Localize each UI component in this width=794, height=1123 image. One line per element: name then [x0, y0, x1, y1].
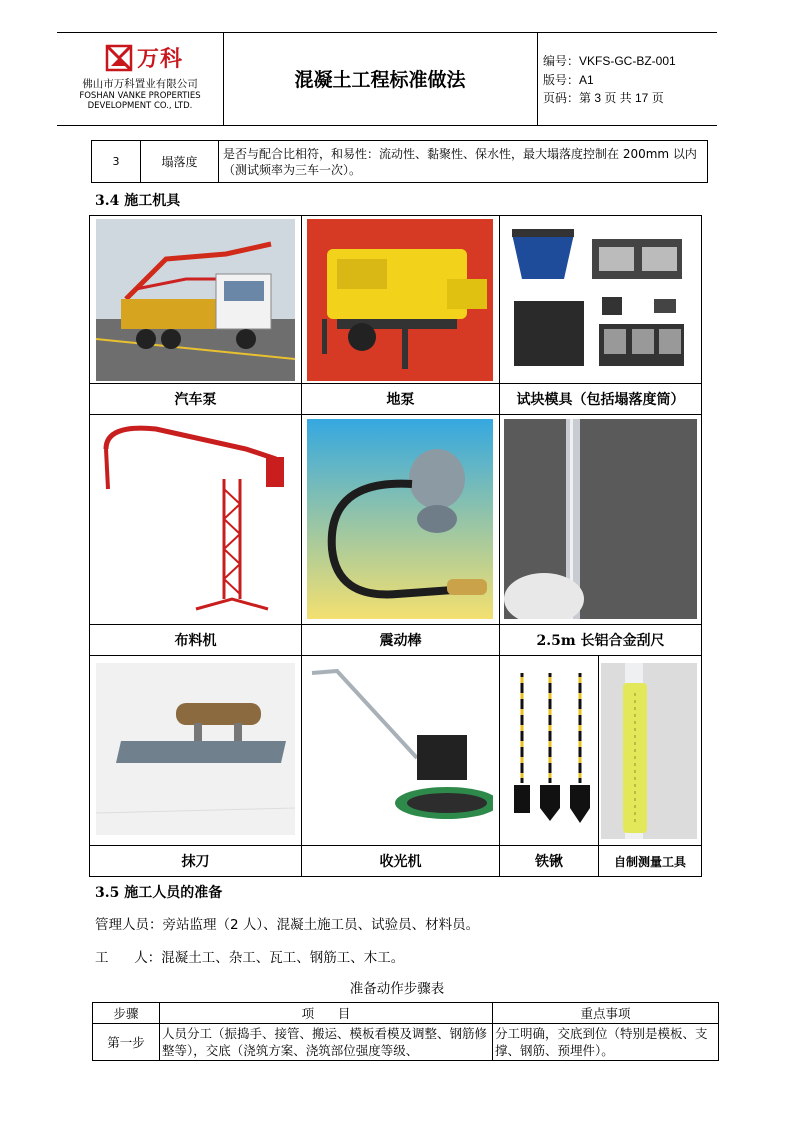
pump-truck-image: [96, 219, 295, 381]
table-row: [93, 1024, 719, 1061]
vanke-logo-icon: [105, 44, 133, 72]
label-scraper: 2.5m 长铝合金刮尺: [499, 624, 702, 656]
managers-text: 管理人员：旁站监理（2 人）、混凝土施工员、试验员、材料员。: [95, 917, 480, 933]
column-header: 重点事项: [493, 1003, 719, 1024]
ground-pump-image: [307, 219, 493, 381]
label-test-mold: 试块模具（包括塌落度筒）: [499, 383, 702, 415]
pump-truck-photo: [96, 219, 295, 381]
company-name-en: FOSHAN VANKE PROPERTIES DEVELOPMENT CO., LTD.: [79, 91, 201, 111]
steps-table: [92, 1002, 719, 1061]
slump-table: [91, 140, 708, 183]
table-row: [92, 141, 708, 183]
step-cell: 第一步: [93, 1024, 160, 1061]
doc-code: 编号：VKFS-GC-BZ-001: [543, 54, 676, 68]
company-logo: [57, 32, 223, 125]
measure-tool-image: [601, 663, 697, 839]
header-divider: [537, 32, 538, 125]
logo-wordmark: 万科: [137, 47, 184, 72]
grid-line: [598, 655, 599, 845]
test-mold-photo: [504, 219, 697, 381]
vibrator-photo: [307, 419, 493, 619]
label-shovel: 铁锹: [499, 845, 599, 877]
trowel-photo: [96, 663, 295, 835]
table-header-row: [93, 1003, 719, 1024]
workers-text: 工 人：混凝土工、杂工、瓦工、钢筋工、木工。: [95, 950, 405, 966]
distributor-photo: [96, 419, 295, 619]
document-title: 混凝土工程标准做法: [294, 69, 466, 91]
page-number: 页码：第 3 页 共 17 页: [543, 91, 664, 105]
trowel-image: [96, 663, 295, 835]
column-header: 项 目: [160, 1003, 493, 1024]
ground-pump-photo: [307, 219, 493, 381]
label-distributor: 布料机: [89, 624, 302, 656]
shovel-photo: [502, 663, 592, 841]
label-measure-tool: 自制测量工具: [598, 845, 702, 877]
section-heading: 3.4 施工机具: [95, 193, 181, 209]
column-header: 步骤: [93, 1003, 160, 1024]
scraper-image: [504, 419, 697, 619]
row-description: 是否与配合比相符，和易性：流动性、黏聚性、保水性，最大塌落度控制在 200mm 以内（测试频率为三车一次）。: [219, 141, 708, 183]
test-mold-image: [504, 219, 697, 381]
doc-version: 版号：A1: [543, 73, 594, 87]
distributor-image: [96, 419, 295, 619]
equipment-grid: [89, 215, 702, 877]
label-pump-truck: 汽车泵: [89, 383, 302, 415]
label-vibrator: 震动棒: [301, 624, 500, 656]
key-cell: 分工明确，交底到位（特别是模板、支撑、钢筋、预埋件）。: [493, 1024, 719, 1061]
scraper-photo: [504, 419, 697, 619]
row-number: 3: [92, 141, 141, 183]
header-bottom-rule: [57, 125, 717, 126]
vibrator-image: [307, 419, 493, 619]
label-trowel: 抹刀: [89, 845, 302, 877]
row-item: 塌落度: [141, 141, 219, 183]
section-heading: 3.5 施工人员的准备: [95, 885, 223, 901]
grid-line: [499, 215, 500, 877]
finisher-image: [307, 663, 493, 839]
item-cell: 人员分工（振捣手、接管、搬运、模板看模及调整、钢筋修整等），交底（浇筑方案、浇筑部位强度等级、: [160, 1024, 493, 1061]
company-name-cn: 佛山市万科置业有限公司: [82, 78, 198, 90]
label-finisher: 收光机: [301, 845, 500, 877]
finisher-photo: [307, 663, 493, 839]
measure-tool-photo: [601, 663, 697, 839]
table-caption: 准备动作步骤表: [349, 981, 445, 997]
grid-line: [301, 215, 302, 877]
label-ground-pump: 地泵: [301, 383, 500, 415]
shovel-image: [502, 663, 592, 841]
